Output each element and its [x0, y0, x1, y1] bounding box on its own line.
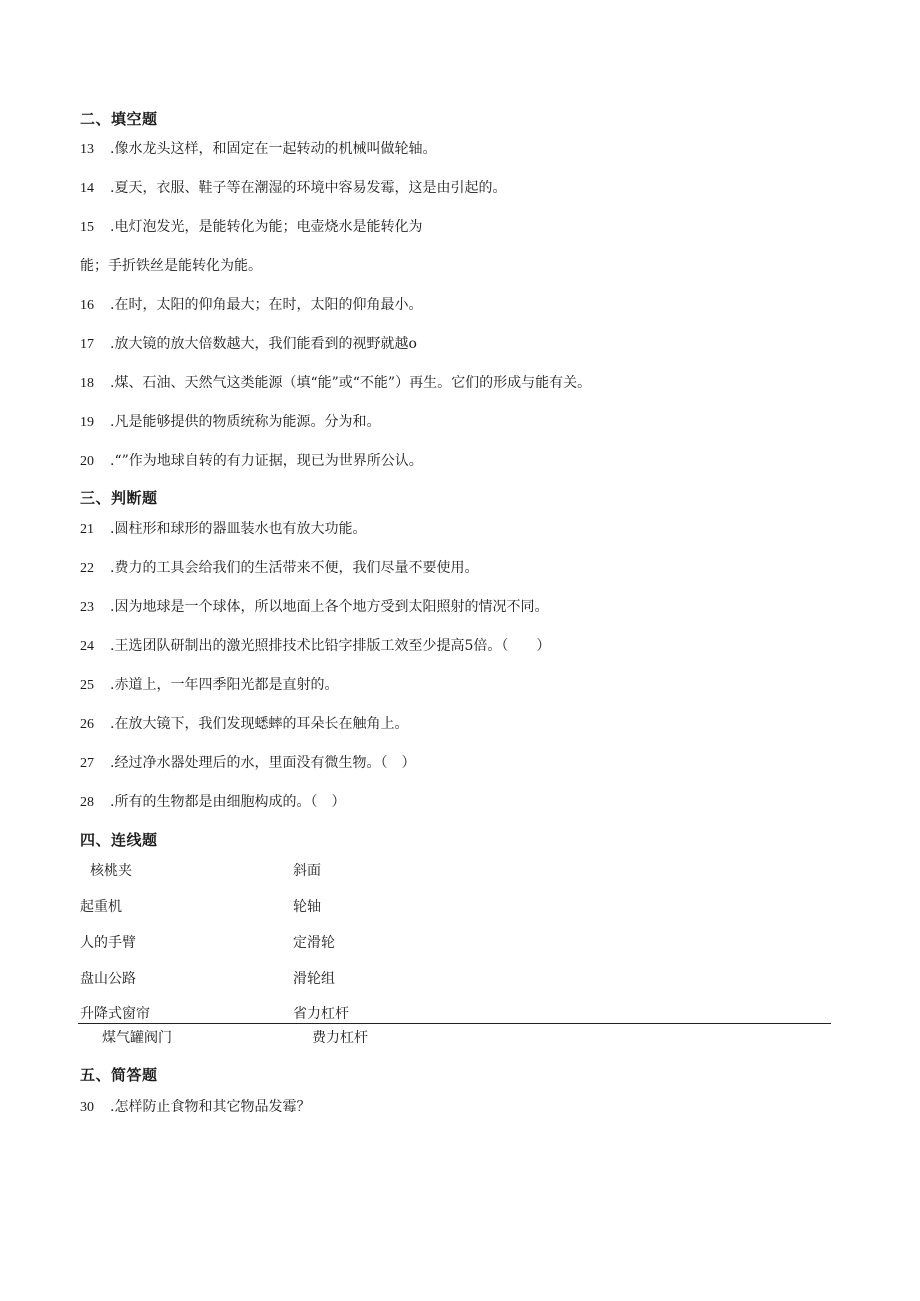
- question-text: .赤道上，一年四季阳光都是直射的。: [110, 677, 339, 693]
- question-number: 24: [80, 639, 94, 654]
- question-25: [80, 674, 338, 694]
- question-text: .在放大镜下，我们发现蟋蟀的耳朵长在触角上。: [110, 716, 409, 732]
- question-30: [80, 1096, 310, 1116]
- question-24: [80, 635, 550, 655]
- question-number: 20: [80, 454, 94, 469]
- match-right-item: 省力杠杆: [293, 1006, 349, 1022]
- question-text: .所有的生物都是由细胞构成的。（ ）: [110, 794, 346, 810]
- question-number: 22: [80, 561, 94, 576]
- question-number: 28: [80, 795, 94, 810]
- match-left-item: 煤气罐阀门: [102, 1030, 172, 1046]
- section-title-fill-blank: 二、填空题: [80, 110, 158, 128]
- question-18: [80, 372, 591, 392]
- question-16: [80, 294, 422, 314]
- match-left-item: 核桃夹: [90, 863, 132, 879]
- question-text: .像水龙头这样，和固定在一起转动的机械叫做轮轴。: [110, 141, 437, 157]
- question-19: [80, 411, 380, 431]
- question-number: 21: [80, 522, 94, 537]
- question-21: [80, 518, 366, 538]
- question-13: [80, 138, 436, 158]
- match-right-item: 轮轴: [293, 899, 321, 915]
- question-number: 23: [80, 600, 94, 615]
- question-text: .“”作为地球自转的有力证据，现已为世界所公认。: [110, 453, 423, 469]
- question-number: 27: [80, 756, 94, 771]
- question-26: [80, 713, 408, 733]
- question-text: .经过净水器处理后的水，里面没有微生物。（ ）: [110, 755, 416, 771]
- question-number: 18: [80, 376, 94, 391]
- question-text: .因为地球是一个球体，所以地面上各个地方受到太阳照射的情况不同。: [110, 599, 549, 615]
- question-27: [80, 752, 415, 772]
- match-right-item: 滑轮组: [293, 971, 335, 987]
- question-20: [80, 450, 423, 470]
- question-text: .王选团队研制出的激光照排技术比铅字排版工效至少提高5倍。（ ）: [110, 638, 551, 654]
- question-text: .煤、石油、天然气这类能源（填“能”或“不能”）再生。它们的形成与能有关。: [110, 375, 592, 391]
- question-text: .电灯泡发光，是能转化为能；电壶烧水是能转化为: [110, 219, 423, 235]
- question-15-continuation: 能；手折铁丝是能转化为能。: [80, 258, 262, 274]
- section-title-short-answer: 五、简答题: [80, 1066, 158, 1084]
- question-28: [80, 791, 345, 811]
- divider-line: [78, 1023, 831, 1024]
- question-number: 15: [80, 220, 94, 235]
- match-left-item: 盘山公路: [80, 971, 136, 987]
- section-title-judgement: 三、判断题: [80, 489, 158, 507]
- question-text: .费力的工具会给我们的生活带来不便，我们尽量不要使用。: [110, 560, 479, 576]
- question-14: [80, 177, 506, 197]
- question-number: 25: [80, 678, 94, 693]
- question-22: [80, 557, 478, 577]
- question-text: .夏天，衣服、鞋子等在潮湿的环境中容易发霉，这是由引起的。: [110, 180, 507, 196]
- match-right-item: 费力杠杆: [312, 1030, 368, 1046]
- question-text: .怎样防止食物和其它物品发霉？: [110, 1099, 311, 1115]
- question-text: .放大镜的放大倍数越大，我们能看到的视野就越o: [110, 336, 417, 352]
- question-number: 26: [80, 717, 94, 732]
- question-23: [80, 596, 548, 616]
- match-right-item: 斜面: [293, 863, 321, 879]
- question-text: .在时，太阳的仰角最大；在时，太阳的仰角最小。: [110, 297, 423, 313]
- question-number: 17: [80, 337, 94, 352]
- question-text: .凡是能够提供的物质统称为能源。分为和。: [110, 414, 381, 430]
- question-15: [80, 216, 422, 236]
- question-number: 30: [80, 1100, 94, 1115]
- question-number: 13: [80, 142, 94, 157]
- section-title-matching: 四、连线题: [80, 831, 158, 849]
- question-number: 14: [80, 181, 94, 196]
- question-number: 19: [80, 415, 94, 430]
- match-right-item: 定滑轮: [293, 935, 335, 951]
- match-left-item: 人的手臂: [80, 935, 136, 951]
- match-left-item: 升降式窗帘: [80, 1006, 150, 1022]
- match-left-item: 起重机: [80, 899, 122, 915]
- question-text: .圆柱形和球形的器皿装水也有放大功能。: [110, 521, 367, 537]
- question-number: 16: [80, 298, 94, 313]
- question-17: [80, 333, 417, 353]
